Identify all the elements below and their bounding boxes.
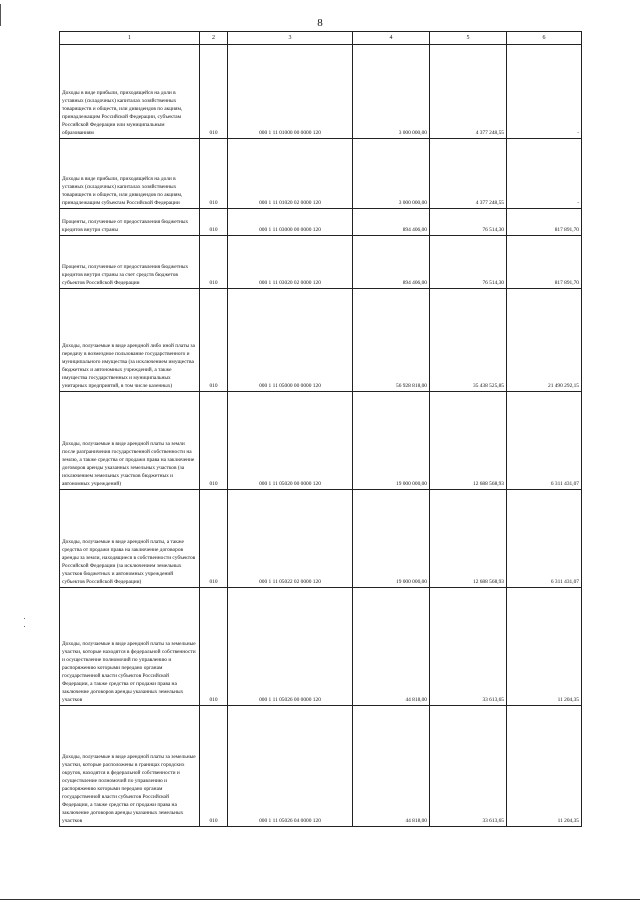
table-row [60,392,582,490]
budget-classification-code: 000 1 11 03000 00 0000 120 [228,209,353,236]
approved-amount: 19 000 000,00 [353,490,430,588]
revenue-name: Доходы, получаемые в виде арендной платы за земельные участки, которые расположены в границах городских округов, находятся в федеральной собственности и осуществление полномочий по управлению и распоряжению которыми передано органам государственной власти субъектов Российской Федерации, а также средства от продажи права на заключение договоров аренды указанных земельных участков [60,706,200,827]
scan-speck [24,626,25,627]
approved-amount: 894 406,00 [353,209,430,236]
budget-classification-code: 000 1 11 05020 00 0000 120 [228,392,353,490]
line-code: 010 [200,706,228,827]
approved-amount: 19 000 000,00 [353,392,430,490]
revenue-table [59,31,582,827]
revenue-name: Проценты, полученные от предоставления бюджетных кредитов внутри страны [60,209,200,236]
budget-classification-code: 000 1 11 03020 02 0000 120 [228,236,353,289]
budget-classification-code: 000 1 11 05000 00 0000 120 [228,289,353,392]
unexecuted-amount: - [507,139,582,209]
executed-amount: 76 514,30 [430,209,507,236]
unexecuted-amount: 21 490 292,15 [507,289,582,392]
table-row [60,490,582,588]
executed-amount: 4 377 248,55 [430,139,507,209]
unexecuted-amount: 6 311 431,07 [507,490,582,588]
approved-amount: 44 818,00 [353,588,430,706]
revenue-name: Доходы, получаемые в виде арендной платы за земельные участки, которые находятся в федеральной собственности и осуществление полномочий по управлению и распоряжению которыми передано органам государственной власти субъектов Российской Федерации, а также средства от продажи права на заключение договоров аренды указанных земельных участков [60,588,200,706]
revenue-name: Доходы, получаемые в виде арендной платы за земли после разграничения государственной собственности на землю, а также средства от продажи права на заключение договоров аренды указанных земельных участков (за исключением земельных участков бюджетных и автономных учреждений) [60,392,200,490]
table-header-row [60,32,582,45]
unexecuted-amount: 6 311 431,07 [507,392,582,490]
line-code: 010 [200,392,228,490]
revenue-name: Доходы в виде прибыли, приходящейся на доли в уставных (складочных) капиталах хозяйственных товариществ и обществ, или дивидендов по акциям, принадлежащим субъектам Российской Федерации [60,139,200,209]
approved-amount: 3 000 000,00 [353,45,430,139]
line-code: 010 [200,209,228,236]
unexecuted-amount: 11 204,35 [507,588,582,706]
column-header-4: 4 [353,32,430,45]
line-code: 010 [200,139,228,209]
table-row [60,706,582,827]
approved-amount: 3 000 000,00 [353,139,430,209]
executed-amount: 35 438 525,85 [430,289,507,392]
budget-classification-code: 000 1 11 01020 02 0000 120 [228,139,353,209]
column-header-6: 6 [507,32,582,45]
budget-classification-code: 000 1 11 05026 00 0000 120 [228,588,353,706]
table-row [60,209,582,236]
line-code: 010 [200,45,228,139]
revenue-name: Доходы, получаемые в виде арендной платы, а также средства от продажи права на заключение договоров аренды за земли, находящиеся в собственности субъектов Российской Федерации (за исключением земельных участков бюджетных и автономных учреждений субъектов Российской Федерации) [60,490,200,588]
line-code: 010 [200,588,228,706]
table-row [60,236,582,289]
approved-amount: 894 406,00 [353,236,430,289]
line-code: 010 [200,289,228,392]
table-row [60,45,582,139]
revenue-name: Проценты, полученные от предоставления бюджетных кредитов внутри страны за счет средств бюджетов субъектов Российской Федерации [60,236,200,289]
unexecuted-amount: - [507,45,582,139]
executed-amount: 12 688 568,93 [430,490,507,588]
line-code: 010 [200,236,228,289]
column-header-1: 1 [60,32,200,45]
unexecuted-amount: 817 891,70 [507,236,582,289]
executed-amount: 4 377 248,55 [430,45,507,139]
budget-classification-code: 000 1 11 05022 02 0000 120 [228,490,353,588]
executed-amount: 33 613,65 [430,588,507,706]
unexecuted-amount: 817 891,70 [507,209,582,236]
column-header-5: 5 [430,32,507,45]
revenue-name: Доходы в виде прибыли, приходящейся на доли в уставных (складочных) капиталах хозяйственных товариществ и обществ, или дивидендов по акциям, принадлежащим Российской Федерации, субъектам Российской Федерации или муниципальным образованиям [60,45,200,139]
executed-amount: 76 514,30 [430,236,507,289]
executed-amount: 12 688 568,93 [430,392,507,490]
budget-classification-code: 000 1 11 01000 00 0000 120 [228,45,353,139]
approved-amount: 56 928 818,00 [353,289,430,392]
scan-speck [24,618,25,619]
column-header-3: 3 [228,32,353,45]
executed-amount: 33 613,65 [430,706,507,827]
table-row [60,139,582,209]
table-row [60,289,582,392]
table-row [60,588,582,706]
approved-amount: 44 818,00 [353,706,430,827]
page-number: 8 [317,17,323,29]
scan-bottom-rule [0,899,640,900]
budget-classification-code: 000 1 11 05026 04 0000 120 [228,706,353,827]
column-header-2: 2 [200,32,228,45]
line-code: 010 [200,490,228,588]
revenue-name: Доходы, получаемые в виде арендной либо иной платы за передачу в возмездное пользование государственного и муниципального имущества (за исключением имущества бюджетных и автономных учреждений, а также имущества государственных и муниципальных унитарных предприятий, в том числе казенных) [60,289,200,392]
unexecuted-amount: 11 204,35 [507,706,582,827]
